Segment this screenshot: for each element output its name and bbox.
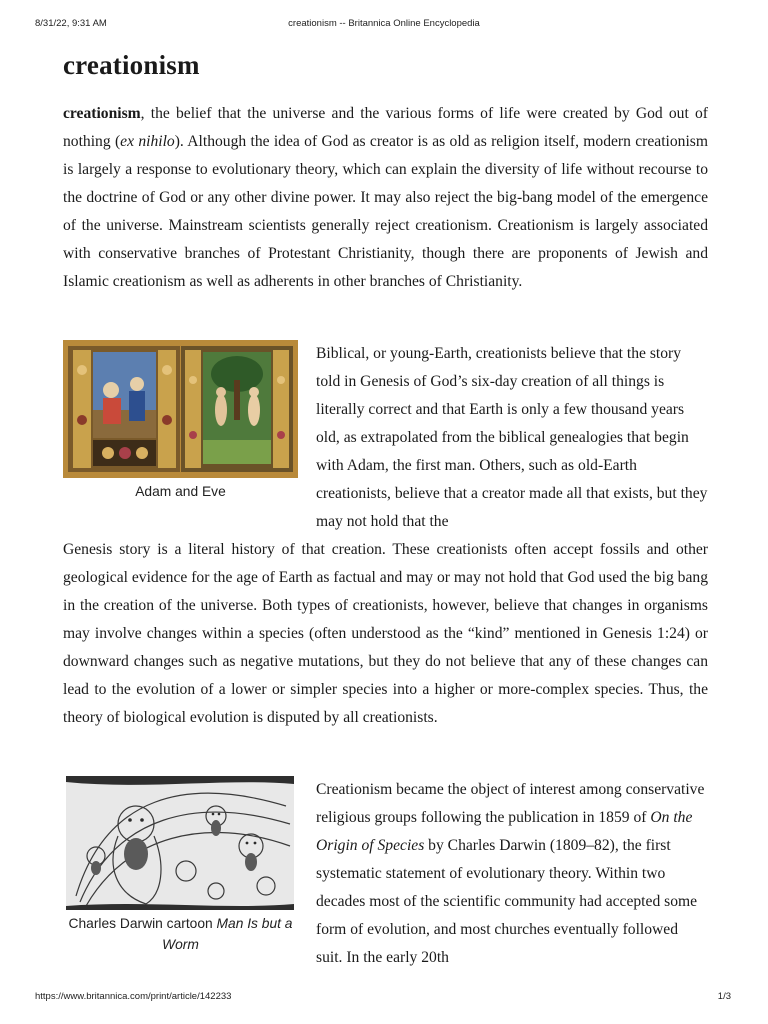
engraving-illustration-icon bbox=[66, 776, 294, 910]
manuscript-illustration-icon bbox=[63, 340, 298, 478]
figure-darwin-cartoon bbox=[63, 776, 298, 955]
section1-side-text: Biblical, or young-Earth, creationists believe that the story told in Genesis of God’s six-day creation of all things is literally correct and that Earth is only a few thousand years old, as extrapolated from the biblical genealogies that begin with Adam, the first man. Others, such as old-Earth creationists, believe that a creator made all that exists, but they may not hold that the bbox=[316, 345, 708, 530]
intro-text-b: ). Although the idea of God as creator is as old as religion itself, modern creationism is largely a response to evolutionary theory, which can explain the diversity of life without recourse to the doctrine of God or any other divine power. It may also reject the big-bang model of the emergence of the universe. Mainstream scientists generally reject creationism. Creationism is largely associated with conservative branches of Protestant Christianity, though there are proponents of Jewish and Islamic creationism as well as adherents in other branches of Christianity. bbox=[63, 133, 708, 290]
caption-italic-title: Man Is but a Worm bbox=[162, 916, 293, 952]
intro-term: creationism bbox=[63, 105, 141, 122]
section2-side-text bbox=[316, 776, 708, 972]
caption-prefix: Charles Darwin cartoon bbox=[68, 916, 217, 931]
figure-caption bbox=[63, 913, 298, 955]
section2-text-a: Creationism became the object of interest among conservative religious groups following the publication in 1859 of bbox=[316, 781, 705, 826]
print-url[interactable]: https://www.britannica.com/print/article/142233 bbox=[35, 991, 232, 1002]
adam-and-eve-image[interactable] bbox=[63, 340, 298, 478]
intro-latin: ex nihilo bbox=[120, 133, 175, 150]
section2-text-b: by Charles Darwin (1809–82), the first systematic statement of evolutionary theory. Within two decades most of the scientific community had accepted some form of evolution, and most churches eventually followed suit. In the early 20th bbox=[316, 837, 698, 966]
intro-paragraph bbox=[63, 100, 708, 296]
print-page-number: 1/3 bbox=[717, 991, 731, 1002]
print-header bbox=[0, 18, 768, 32]
figure-adam-and-eve bbox=[63, 340, 298, 502]
intro-text-a: , the belief that the universe and the various forms of life were created by God out of nothing ( bbox=[63, 105, 708, 150]
article-title: creationism bbox=[63, 50, 200, 80]
darwin-cartoon-image[interactable] bbox=[66, 776, 294, 910]
print-footer bbox=[0, 991, 768, 1005]
section1-continued-text: Genesis story is a literal history of that creation. These creationists often accept fossils and other geological evidence for the age of Earth as factual and may or may not hold that God used the big bang in the creation of the universe. Both types of creationists, however, believe that changes in organisms may involve changes within a species (often understood as the “kind” mentioned in Genesis 1:24) or downward changes such as negative mutations, but they do not believe that any of these changes can lead to the evolution of a lower or simpler species into a higher or more-complex species. Thus, the theory of biological evolution is disputed by all creationists. bbox=[63, 541, 708, 726]
book-title: On the Origin of Species bbox=[316, 809, 693, 854]
print-datetime: 8/31/22, 9:31 AM bbox=[35, 18, 107, 29]
figure-caption: Adam and Eve bbox=[135, 484, 226, 499]
print-page-title: creationism -- Britannica Online Encyclopedia bbox=[288, 18, 480, 29]
